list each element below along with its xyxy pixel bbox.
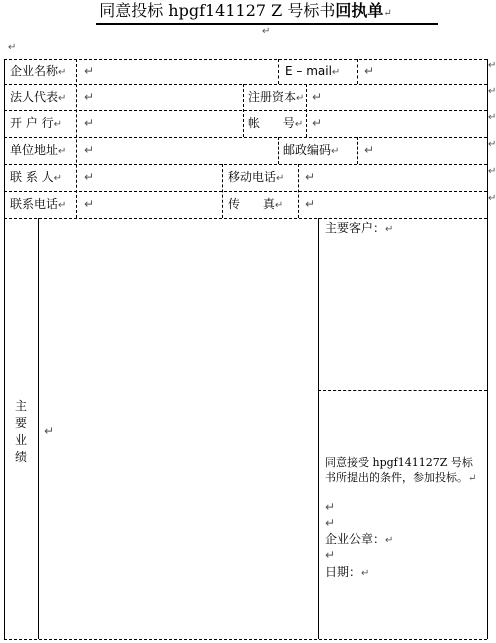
account-field[interactable]: ↵: [312, 116, 323, 130]
col-divider: [298, 164, 299, 218]
col-divider: [278, 137, 279, 164]
row-divider: [4, 218, 487, 219]
date-label: 日期：↵: [325, 565, 370, 579]
legal-rep-label: 法人代表↵: [10, 90, 67, 104]
paragraph-mark: ↵: [325, 548, 336, 562]
document-title: [0, 0, 491, 22]
reg-capital-field[interactable]: ↵: [312, 90, 323, 104]
col-divider: [243, 84, 244, 137]
company-name-label: 企业名称↵: [10, 64, 67, 78]
email-label: E – mail↵: [285, 64, 341, 78]
fax-field[interactable]: ↵: [305, 197, 316, 211]
fax-label: 传 真↵: [228, 197, 284, 211]
row-end-mark: ↵: [488, 139, 496, 150]
legal-rep-field[interactable]: ↵: [84, 90, 95, 104]
phone-label: 联系电话↵: [10, 197, 67, 211]
company-name-field[interactable]: ↵: [84, 64, 95, 78]
performance-label-char: 要: [14, 416, 27, 430]
address-label: 单位地址↵: [10, 143, 67, 157]
paragraph-mark: ↵: [325, 516, 336, 530]
paragraph-mark: ↵: [8, 42, 17, 53]
performance-label-char: 业: [14, 433, 27, 447]
clients-agree-divider: [318, 390, 487, 391]
clients-label: 主要客户：↵: [325, 221, 394, 235]
col-divider: [278, 59, 279, 84]
bank-field[interactable]: ↵: [84, 116, 95, 130]
clients-divider: [318, 218, 319, 639]
row-end-mark: ↵: [488, 112, 496, 123]
contact-field[interactable]: ↵: [84, 170, 95, 184]
bank-label: 开 户 行↵: [10, 116, 63, 130]
table-border-left: [4, 59, 5, 639]
col-divider: [306, 84, 307, 137]
row-end-mark: ↵: [488, 166, 496, 177]
mobile-label: 移动电话↵: [228, 170, 285, 184]
title-text: 同意投标 hpgf141127 Z 号标书: [99, 1, 336, 20]
account-label: 帐 号↵: [248, 116, 304, 130]
col-divider: [357, 59, 358, 84]
seal-label: 企业公章：↵: [325, 532, 394, 546]
mobile-field[interactable]: ↵: [305, 170, 316, 184]
col-divider: [222, 164, 223, 218]
address-field[interactable]: ↵: [84, 143, 95, 157]
contact-label: 联 系 人↵: [10, 170, 63, 184]
agree-statement: 同意接受 hpgf141127Z 号标 书所提出的条件，参加投标。↵: [325, 456, 477, 484]
performance-label-char: 主: [14, 399, 27, 413]
paragraph-mark: ↵: [383, 8, 392, 19]
phone-field[interactable]: ↵: [84, 197, 95, 211]
performance-field[interactable]: ↵: [44, 424, 55, 438]
table-border-bottom: [4, 639, 487, 640]
row-end-mark: ↵: [488, 193, 496, 204]
email-field[interactable]: ↵: [364, 64, 375, 78]
row-end-mark: ↵: [488, 86, 496, 97]
paragraph-mark: ↵: [262, 26, 271, 37]
title-bold: 回执单: [335, 1, 384, 20]
row-end-mark: ↵: [488, 60, 496, 71]
col-divider: [76, 59, 77, 218]
performance-label-char: 绩: [14, 450, 27, 464]
paragraph-mark: ↵: [325, 500, 336, 514]
postcode-label: 邮政编码↵: [283, 143, 340, 157]
col-divider: [357, 137, 358, 164]
performance-label-divider: [38, 218, 39, 639]
postcode-field[interactable]: ↵: [364, 143, 375, 157]
title-underline: [96, 23, 438, 25]
reg-capital-label: 注册资本↵: [248, 90, 305, 104]
